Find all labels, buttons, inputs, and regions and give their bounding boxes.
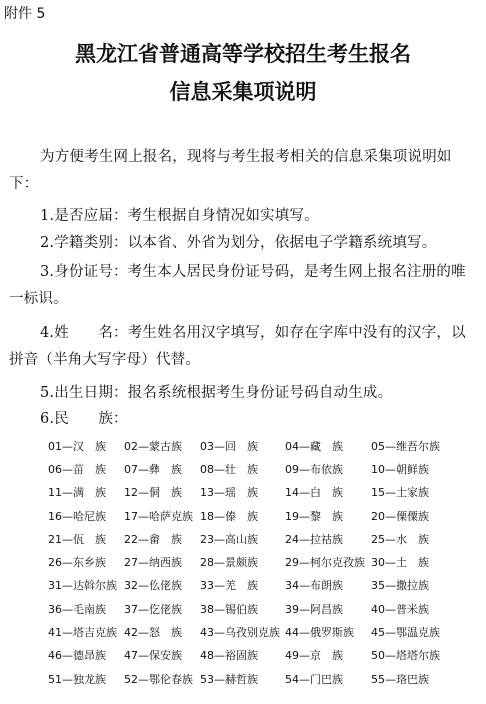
ethnic-row: [48, 574, 480, 597]
ethnic-group-entry: 27—纳西族: [124, 556, 182, 570]
ethnic-group-entry: 29—柯尔克孜族: [285, 556, 365, 570]
ethnic-row: [48, 550, 480, 573]
ethnic-group-entry: 50—塔塔尔族: [371, 649, 440, 663]
ethnic-group-entry: 18—傣 族: [200, 509, 258, 523]
ethnic-group-entry: 30—土 族: [371, 556, 429, 570]
ethnic-row: [48, 481, 480, 504]
ethnic-group-entry: 06—苗 族: [48, 462, 106, 476]
ethnic-group-table: [48, 434, 480, 690]
ethnic-group-entry: 02—蒙古族: [124, 439, 182, 453]
ethnic-group-entry: 17—哈萨克族: [124, 509, 193, 523]
ethnic-group-entry: 35—撒拉族: [371, 579, 429, 593]
ethnic-group-entry: 32—仫佬族: [124, 579, 182, 593]
ethnic-group-entry: 37—仡佬族: [124, 602, 182, 616]
ethnic-group-entry: 16—哈尼族: [48, 509, 106, 523]
ethnic-group-entry: 43—乌孜别克族: [200, 626, 280, 640]
ethnic-group-entry: 10—朝鲜族: [371, 462, 429, 476]
ethnic-group-entry: 47—保安族: [124, 649, 182, 663]
ethnic-group-entry: 26—东乡族: [48, 556, 106, 570]
ethnic-group-entry: 23—高山族: [200, 532, 258, 546]
ethnic-group-entry: 36—毛南族: [48, 602, 106, 616]
ethnic-group-entry: 22—畲 族: [124, 532, 182, 546]
ethnic-group-entry: 48—裕固族: [200, 649, 258, 663]
item-fresh-graduate: 1.是否应届：考生根据自身情况如实填写。: [40, 208, 319, 224]
ethnic-group-entry: 53—赫哲族: [200, 672, 258, 686]
ethnic-group-entry: 12—侗 族: [124, 486, 182, 500]
ethnic-row: [48, 527, 480, 550]
ethnic-group-entry: 09—布依族: [285, 462, 343, 476]
ethnic-row: [48, 667, 480, 690]
ethnic-group-entry: 42—怒 族: [124, 626, 182, 640]
ethnic-group-entry: 46—德昂族: [48, 649, 106, 663]
ethnic-group-entry: 52—鄂伦春族: [124, 672, 193, 686]
item-registration-type: 2.学籍类别：以本省、外省为划分，依据电子学籍系统填写。: [40, 235, 437, 251]
ethnic-group-entry: 08—壮 族: [200, 462, 258, 476]
ethnic-group-entry: 21—佤 族: [48, 532, 106, 546]
ethnic-group-entry: 54—门巴族: [285, 672, 343, 686]
ethnic-group-entry: 51—独龙族: [48, 672, 106, 686]
ethnic-group-entry: 24—拉祜族: [285, 532, 343, 546]
ethnic-group-entry: 39—阿昌族: [285, 602, 343, 616]
item-name: 4.姓 名：考生姓名用汉字填写，如存在字库中没有的汉字，以拼音（半角大写字母）代替。: [9, 325, 466, 368]
ethnic-group-entry: 11—满 族: [48, 486, 106, 500]
ethnic-row: [48, 597, 480, 620]
item-birth-date: 5.出生日期：报名系统根据考生身份证号码自动生成。: [40, 385, 393, 401]
item-id-number: 3.身份证号：考生本人居民身份证号码，是考生网上报名注册的唯一标识。: [9, 264, 466, 307]
ethnic-group-entry: 40—普米族: [371, 602, 429, 616]
ethnic-group-entry: 05—维吾尔族: [371, 439, 440, 453]
ethnic-group-entry: 34—布朗族: [285, 579, 343, 593]
document-title-line1: 黑龙江省普通高等学校招生考生报名: [75, 41, 411, 66]
ethnic-group-entry: 01—汉 族: [48, 439, 106, 453]
ethnic-group-entry: 04—藏 族: [285, 439, 343, 453]
intro-paragraph: 为方便考生网上报名，现将与考生报考相关的信息采集项说明如下：: [9, 149, 452, 192]
ethnic-group-entry: 15—土家族: [371, 486, 429, 500]
ethnic-group-entry: 14—白 族: [285, 486, 343, 500]
ethnic-group-entry: 33—羌 族: [200, 579, 258, 593]
ethnic-group-entry: 41—塔吉克族: [48, 626, 117, 640]
ethnic-group-entry: 49—京 族: [285, 649, 343, 663]
attachment-label: 附件 5: [4, 6, 46, 22]
ethnic-group-entry: 07—彝 族: [124, 462, 182, 476]
ethnic-group-entry: 55—珞巴族: [371, 672, 429, 686]
ethnic-group-entry: 25—水 族: [371, 532, 429, 546]
ethnic-row: [48, 620, 480, 643]
ethnic-group-entry: 44—俄罗斯族: [285, 626, 354, 640]
document-title-line2: 信息采集项说明: [169, 79, 317, 104]
ethnic-row: [48, 457, 480, 480]
ethnic-group-entry: 03—回 族: [200, 439, 258, 453]
ethnic-group-entry: 31—达斡尔族: [48, 579, 117, 593]
ethnic-group-entry: 20—傈僳族: [371, 509, 429, 523]
ethnic-row: [48, 504, 480, 527]
ethnic-group-entry: 45—鄂温克族: [371, 626, 440, 640]
ethnic-group-entry: 13—瑶 族: [200, 486, 258, 500]
ethnic-group-entry: 28—景颇族: [200, 556, 258, 570]
ethnic-group-entry: 19—黎 族: [285, 509, 343, 523]
ethnic-row: [48, 434, 480, 457]
ethnic-row: [48, 644, 480, 667]
ethnic-group-entry: 38—锡伯族: [200, 602, 258, 616]
item-ethnicity: 6.民 族：: [40, 411, 128, 427]
